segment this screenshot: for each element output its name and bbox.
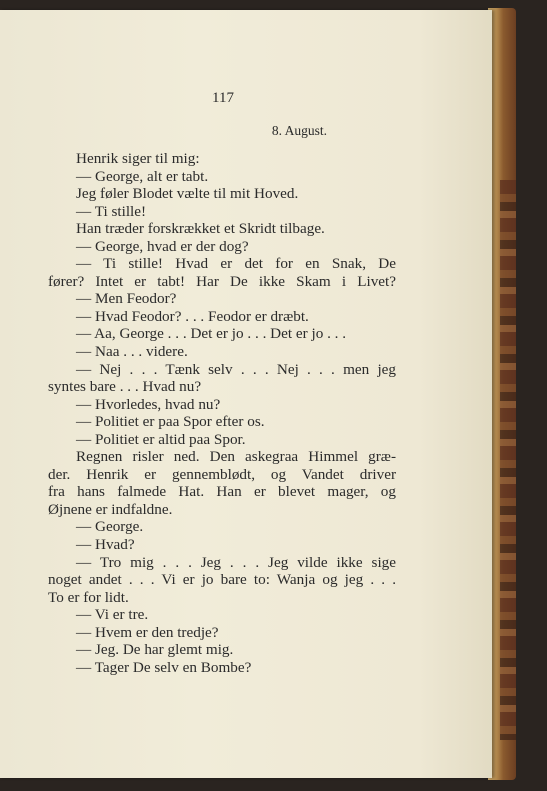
text-line: — George, alt er tabt. (76, 167, 209, 185)
text-line: Jeg føler Blodet vælte til mit Hoved. (76, 185, 299, 203)
text-line: fra hans falmede Hat. Han er blevet mager, og (48, 483, 396, 501)
text-line: — Hvorledes, hvad nu? (76, 395, 221, 413)
text-line: — Nej . . . Tænk selv . . . Nej . . . men jeg (76, 360, 396, 378)
text-line: — Naa . . . videre. (76, 343, 188, 361)
text-line: To er for lidt. (48, 588, 129, 606)
text-line: noget andet . . . Vi er jo bare to: Wanja og jeg . . . (48, 571, 396, 589)
text-line: — George. (76, 518, 144, 536)
text-line: der. Henrik er gennemblødt, og Vandet driver (48, 465, 396, 483)
text-line: fører? Intet er tabt! Har De ikke Skam i Livet? (48, 272, 396, 290)
entry-date: 8. August. (271, 123, 327, 138)
page-number: 117 (212, 90, 234, 106)
text-line: — Politiet er paa Spor efter os. (76, 413, 265, 431)
text-line: Henrik siger til mig: (76, 150, 200, 167)
text-line: — Ti stille! Hvad er det for en Snak, De (76, 255, 396, 273)
text-line: — Politiet er altid paa Spor. (76, 430, 246, 448)
text-line: — Vi er tre. (76, 606, 149, 624)
text-line: — Jeg. De har glemt mig. (76, 641, 234, 659)
marbled-cover-pattern (500, 180, 516, 740)
book-page (0, 10, 492, 778)
text-line: syntes bare . . . Hvad nu? (48, 378, 202, 396)
text-line: — Ti stille! (76, 202, 147, 220)
body-text (48, 150, 396, 676)
text-line: — George, hvad er der dog? (76, 237, 249, 255)
text-line: Han træder forskrækket et Skridt tilbage. (76, 220, 325, 238)
text-line: — Hvad? (76, 536, 135, 554)
text-line: — Hvad Feodor? . . . Feodor er dræbt. (76, 307, 309, 325)
text-line: — Aa, George . . . Det er jo . . . Det er jo . . . (76, 325, 347, 343)
text-line: — Tro mig . . . Jeg . . . Jeg vilde ikke sige (76, 553, 396, 571)
text-line: — Tager De selv en Bombe? (76, 658, 252, 676)
text-line: — Men Feodor? (76, 290, 177, 308)
text-line: — Hvem er den tredje? (76, 623, 219, 641)
text-line: Regnen risler ned. Den askegraa Himmel græ- (76, 448, 396, 466)
text-line: Øjnene er indfaldne. (48, 500, 173, 518)
